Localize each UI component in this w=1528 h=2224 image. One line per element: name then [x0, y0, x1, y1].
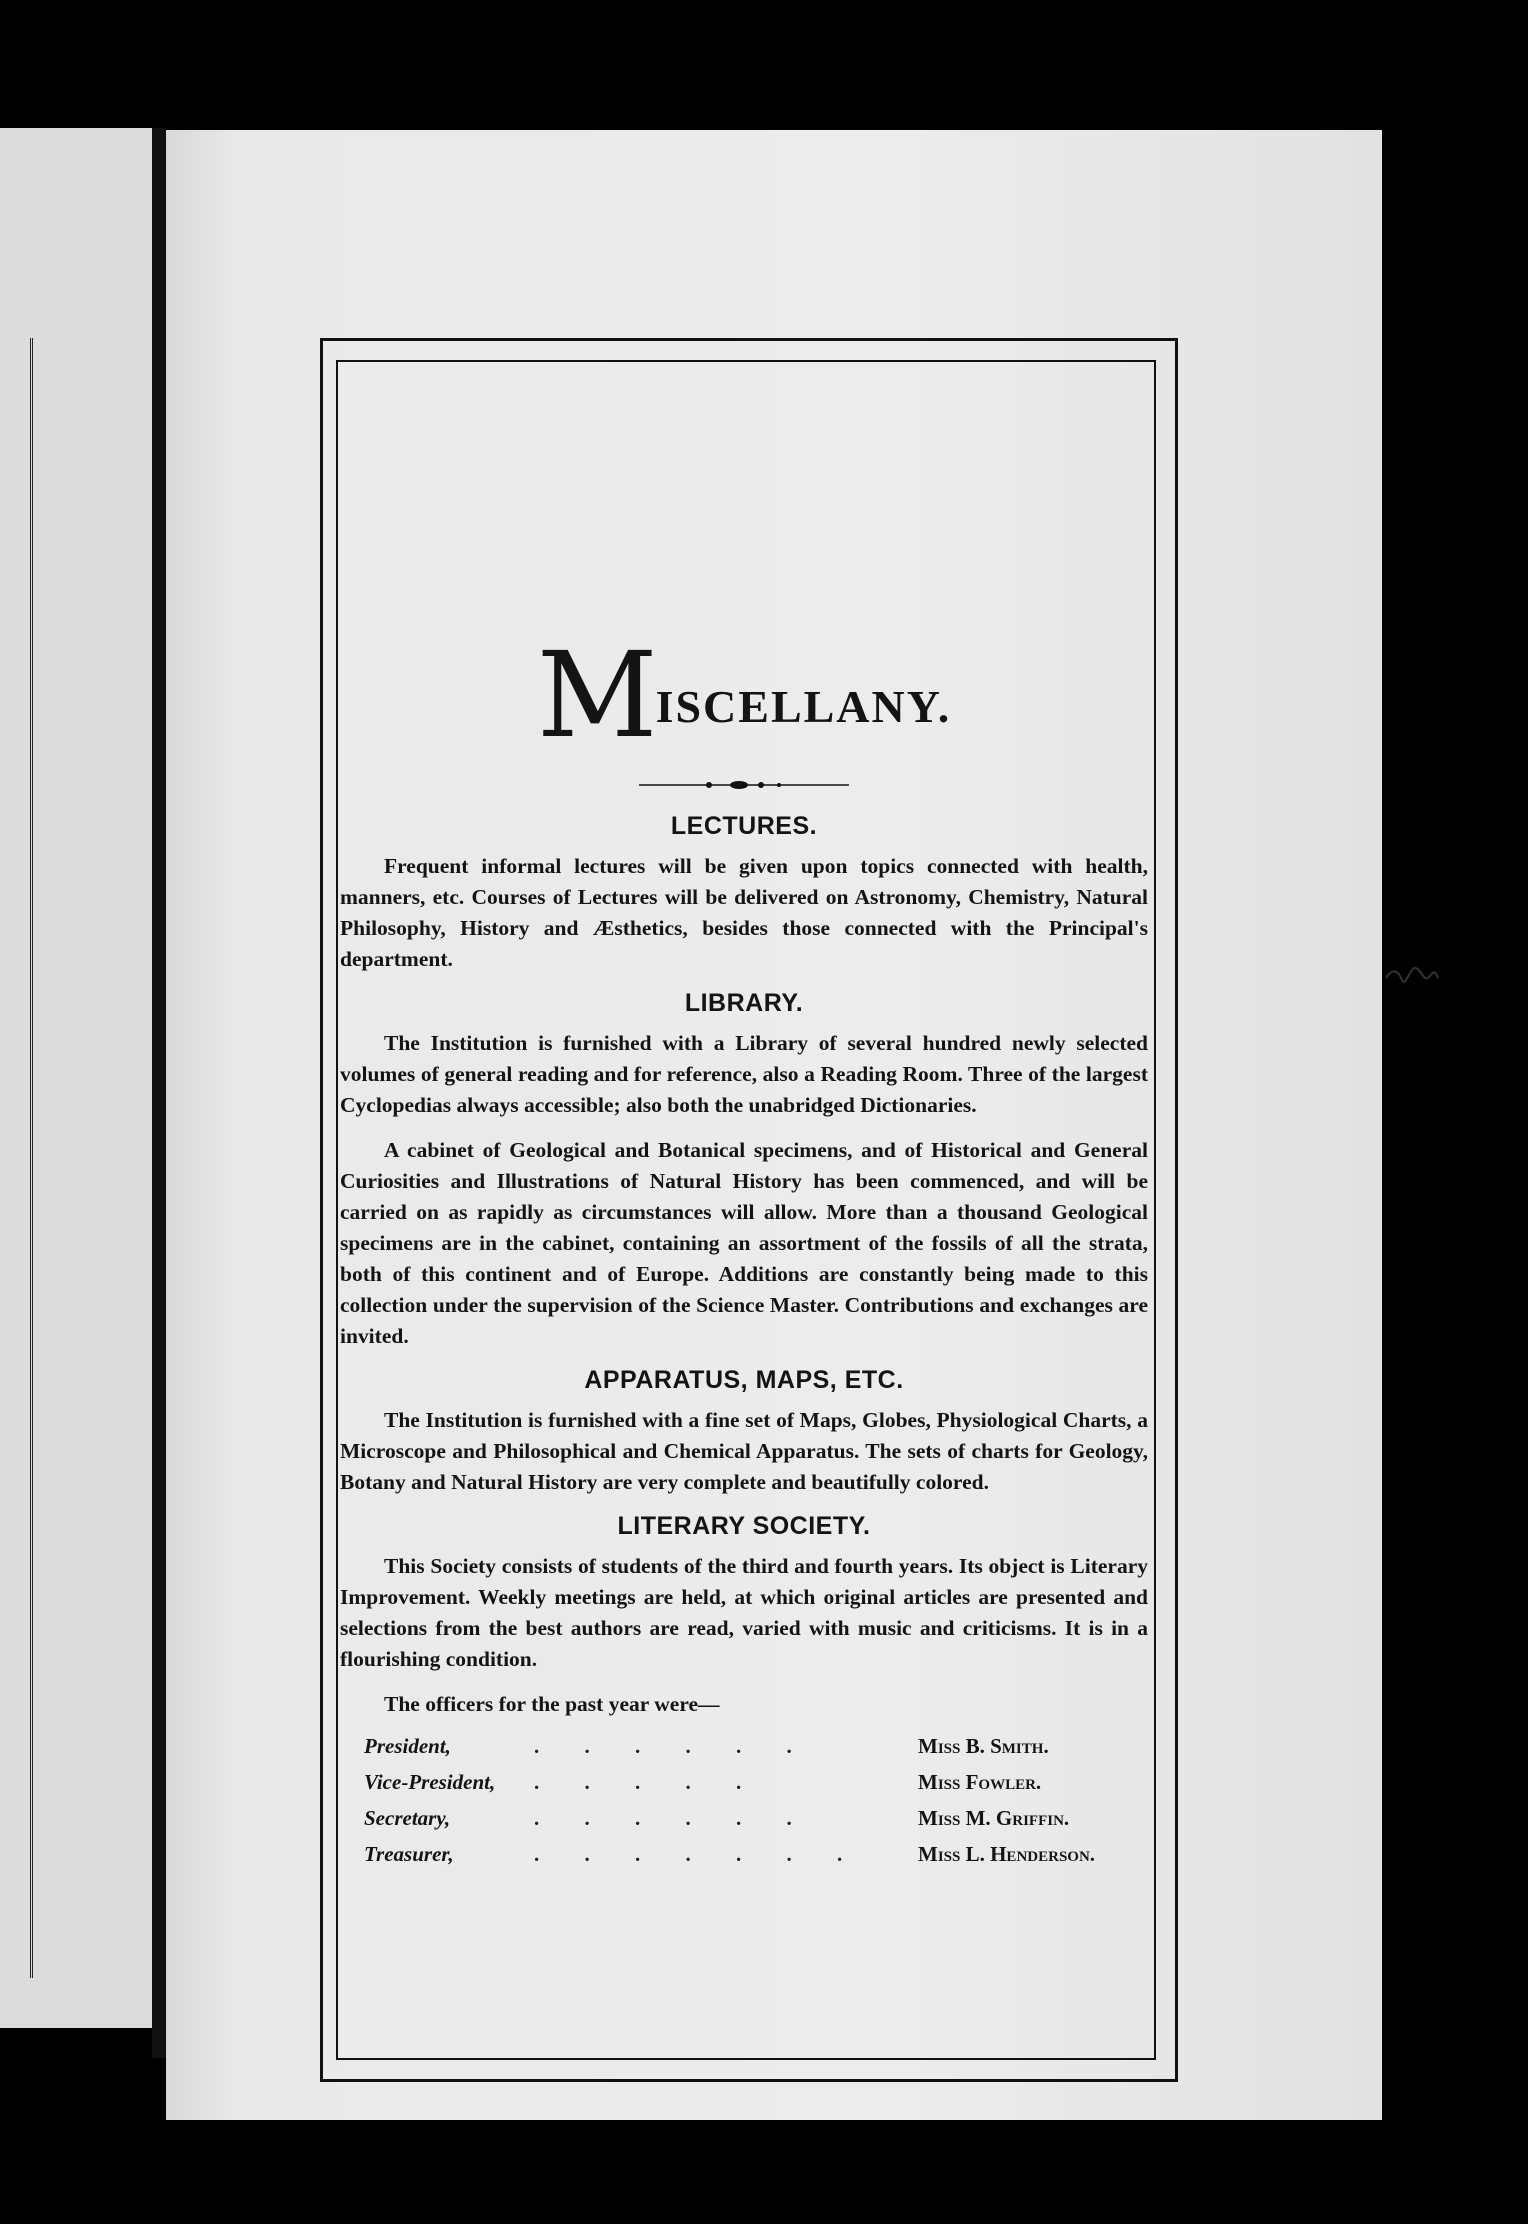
leader-dots: . . . . . .: [534, 1805, 812, 1830]
facing-page-edge: [0, 128, 155, 2028]
book-gutter: [152, 128, 166, 2058]
facing-page-border: [0, 338, 33, 1978]
leader-dots: . . . . . .: [534, 1733, 812, 1758]
title-initial: M: [536, 626, 654, 764]
list-item: [340, 1836, 1148, 1872]
officer-role: Treasurer,: [364, 1841, 454, 1866]
section-heading-library: LIBRARY.: [684, 989, 804, 1017]
list-item: [340, 1728, 1148, 1764]
ornament-divider-icon: [639, 778, 849, 792]
title-text: ISCELLANY.: [655, 680, 952, 732]
pencil-mark-icon: [1384, 958, 1440, 994]
leader-dots: . . . . . . .: [534, 1841, 863, 1866]
officer-role: Vice-President,: [364, 1769, 496, 1794]
list-item: [340, 1800, 1148, 1836]
leader-dots: . . . . .: [534, 1769, 762, 1794]
literary-society-paragraph: This Society consists of students of the third and fourth years. Its object is Literary Improvement. Weekly meetings are held, at which original articles are presented and selections from the best authors are read, varied with music and criticisms. It is in a flourishing condition.: [340, 1554, 1148, 1671]
officer-name: Miss Fowler.: [918, 1769, 1042, 1794]
library-paragraph: The Institution is furnished with a Library of several hundred newly selected volumes of general reading and for reference, also a Reading Room. Three of the largest Cyclopedias always accessible; also both the unabridged Dictionaries.: [340, 1031, 1148, 1117]
section-heading-apparatus: APPARATUS, MAPS, ETC.: [584, 1366, 904, 1394]
officers-list: [340, 1728, 1148, 1872]
document-page: [166, 130, 1382, 2120]
lectures-paragraph: Frequent informal lectures will be given upon topics connected with health, manners, etc. Courses of Lectures will be delivered on Astronomy, Chemistry, Natural Philosophy, History and Æsthetics, besides those connected with the Principal's department.: [340, 854, 1148, 971]
apparatus-paragraph: The Institution is furnished with a fine set of Maps, Globes, Physiological Charts, a Microscope and Philosophical and Chemical Apparatus. The sets of charts for Geology, Botany and Natural History are very complete and beautifully colored.: [340, 1408, 1148, 1494]
section-heading-literary-society: LITERARY SOCIETY.: [617, 1512, 871, 1540]
section-heading-lectures: LECTURES.: [670, 812, 818, 840]
officer-name: Miss M. Griffin.: [918, 1805, 1070, 1830]
list-item: [340, 1764, 1148, 1800]
page-title: [340, 626, 1148, 764]
cabinet-paragraph: A cabinet of Geological and Botanical specimens, and of Historical and General Curiosities and Illustrations of Natural History has been commenced, and will be carried on as rapidly as circumstances will allow. More than a thousand Geological specimens are in the cabinet, containing an assortment of the fossils of all the strata, both of this continent and of Europe. Additions are constantly being made to this collection under the supervision of the Science Master. Contributions and exchanges are invited.: [340, 1138, 1148, 1348]
officer-role: President,: [364, 1733, 451, 1758]
officer-name: Miss L. Henderson.: [918, 1841, 1096, 1866]
officer-role: Secretary,: [364, 1805, 451, 1830]
page-content: [340, 400, 1148, 1872]
officers-intro: The officers for the past year were—: [384, 1692, 720, 1716]
officer-name: Miss B. Smith.: [918, 1733, 1049, 1758]
